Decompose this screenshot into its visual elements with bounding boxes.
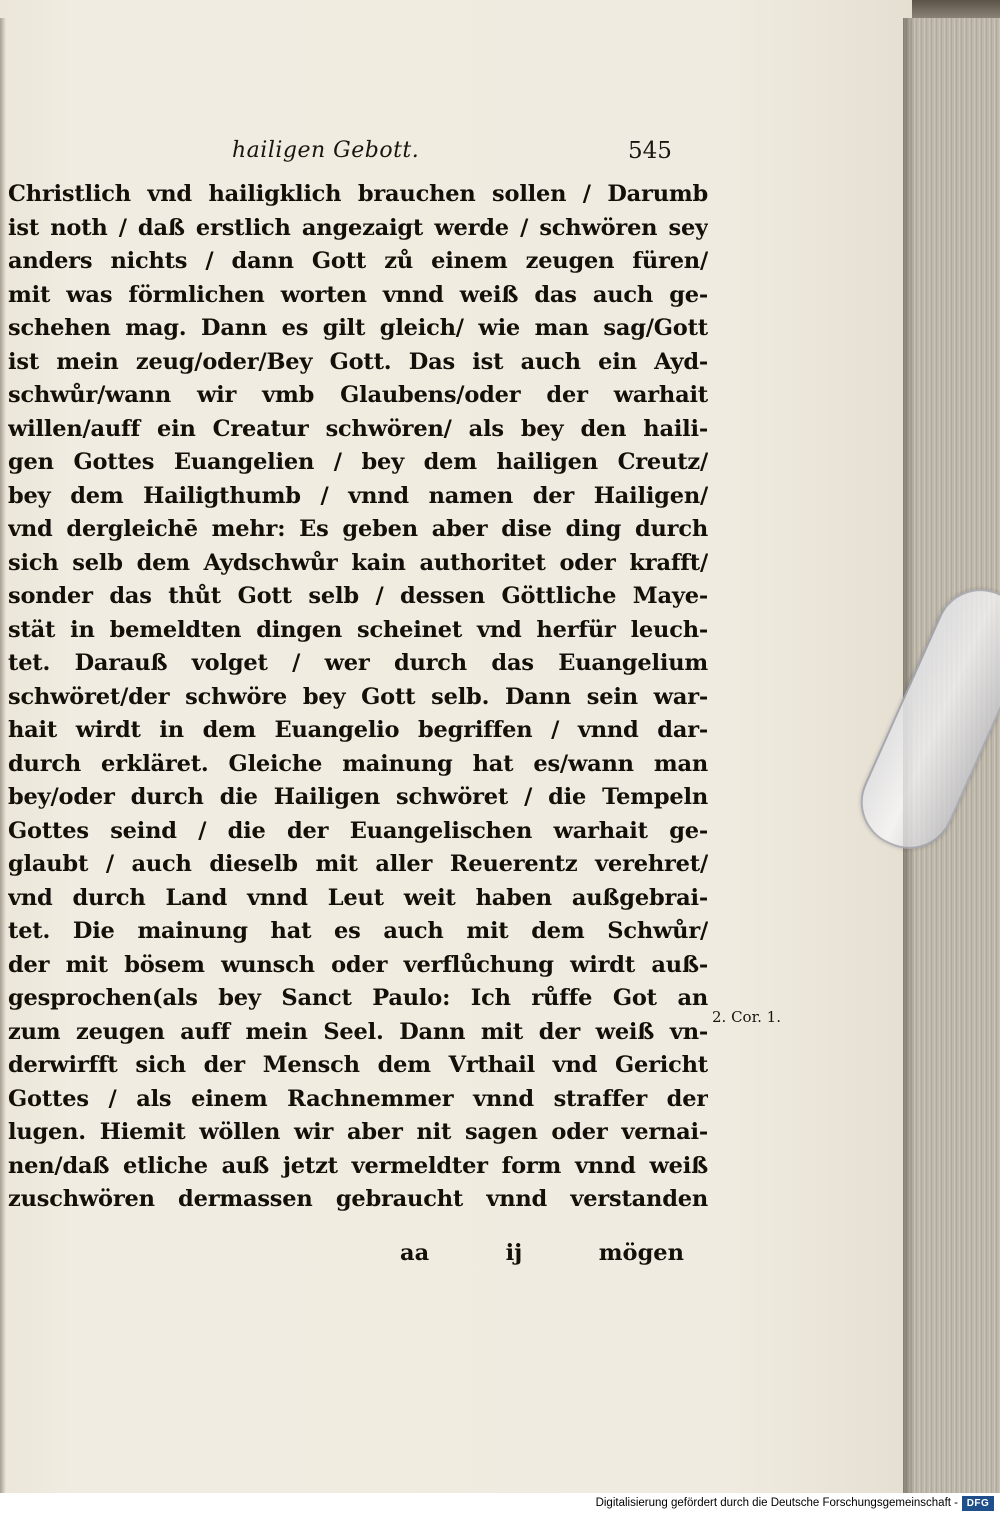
text-line: zum zeugen auff mein Seel. Dann mit der weiß vn- — [8, 1018, 708, 1045]
page-gutter-shadow — [0, 18, 6, 1493]
footer-credit: Digitalisierung gefördert durch die Deutsche Forschungsgemeinschaft - — [595, 1497, 958, 1509]
running-head: hailigen Gebott. — [232, 138, 420, 163]
text-line: bey dem Hailigthumb / vnnd namen der Hailigen/ — [8, 482, 708, 509]
text-line: schwöret/der schwöre bey Gott selb. Dann sein war- — [8, 683, 708, 710]
text-line: nen/daß etliche auß jetzt vermeldter form vnnd weiß — [8, 1152, 708, 1179]
text-line: der mit bösem wunsch oder verflůchung wirdt auß- — [8, 951, 708, 978]
text-line: ist noth / daß erstlich angezaigt werde / schwören sey — [8, 214, 708, 241]
text-line: ist mein zeug/oder/Bey Gott. Das ist auch ein Ayd- — [8, 348, 708, 375]
body-text — [8, 178, 708, 1217]
catchword: mögen — [598, 1240, 684, 1266]
text-line: Christlich vnd hailigklich brauchen sollen / Darumb — [8, 181, 708, 207]
text-line: willen/auff ein Creatur schwören/ als bey den haili- — [8, 415, 708, 442]
text-line: tet. Darauß volget / wer durch das Euangelium — [8, 650, 708, 676]
text-line: stät in bemeldten dingen scheinet vnd herfür leuch- — [8, 616, 708, 643]
text-line: sonder das thůt Gott selb / dessen Göttliche Maye- — [8, 583, 708, 609]
text-line: schehen mag. Dann es gilt gleich/ wie man sag/Gott — [8, 315, 708, 341]
margin-note-cor: 2. Cor. 1. — [712, 1008, 781, 1026]
signature-line — [400, 1240, 684, 1266]
text-line: Gottes seind / die der Euangelischen warhait ge- — [8, 817, 708, 844]
text-line: hait wirdt in dem Euangelio begriffen / vnnd dar- — [8, 717, 708, 743]
text-line: lugen. Hiemit wöllen wir aber nit sagen oder vernai- — [8, 1119, 708, 1145]
text-line: mit was förmlichen worten vnnd weiß das auch ge- — [8, 281, 708, 308]
text-line: zuschwören dermassen gebraucht vnnd verstanden — [8, 1186, 708, 1212]
text-line: glaubt / auch dieselb mit aller Reuerentz verehret/ — [8, 851, 708, 877]
page-number: 545 — [628, 138, 672, 164]
text-line: durch erkläret. Gleiche mainung hat es/wann man — [8, 750, 708, 777]
text-line: derwirfft sich der Mensch dem Vrthail vnd Gericht — [8, 1052, 708, 1078]
signature-number: ij — [505, 1240, 523, 1266]
text-line: gesprochen(als bey Sanct Paulo: Ich růffe Got an — [8, 985, 708, 1011]
text-line: tet. Die mainung hat es auch mit dem Schwůr/ — [8, 918, 708, 944]
text-line: vnd dergleichē mehr: Es geben aber dise ding durch — [8, 516, 708, 542]
text-line: gen Gottes Euangelien / bey dem hailigen Creutz/ — [8, 449, 708, 475]
footer — [0, 1493, 1000, 1515]
text-line: schwůr/wann wir vmb Glaubens/oder der warhait — [8, 382, 708, 408]
text-line: Gottes / als einem Rachnemmer vnnd straffer der — [8, 1085, 708, 1112]
signature-mark: aa — [400, 1240, 430, 1266]
text-line: anders nichts / dann Gott zů einem zeugen füren/ — [8, 248, 708, 274]
text-line: sich selb dem Aydschwůr kain authoritet oder krafft/ — [8, 549, 708, 576]
text-line: bey/oder durch die Hailigen schwöret / die Tempeln — [8, 784, 708, 810]
dfg-logo: DFG — [962, 1496, 994, 1511]
text-line: vnd durch Land vnnd Leut weit haben außgebrai- — [8, 884, 708, 911]
